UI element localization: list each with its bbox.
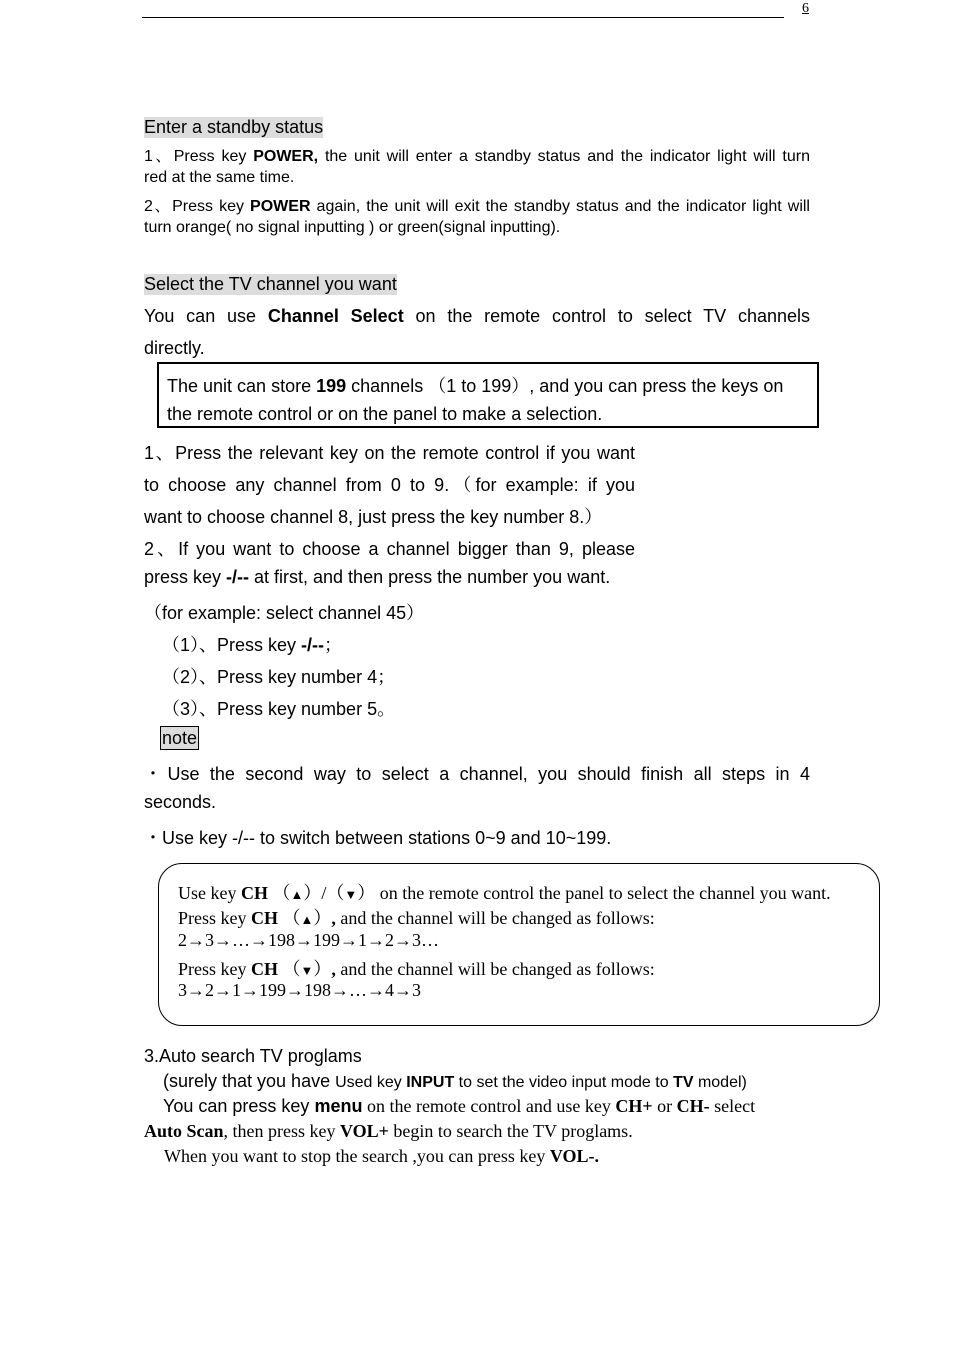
- channel-heading: Select the TV channel you want: [144, 274, 397, 294]
- channel-intro-line2: directly.: [144, 338, 205, 358]
- channel-intro: You can use Channel Select on the remote control to select TV channels: [144, 306, 811, 326]
- ch-sequence-up: 2→3→…→198→199→1→2→3…: [178, 930, 439, 950]
- note-1-line2: seconds.: [144, 792, 217, 812]
- standby-item-1: 1、Press key POWER, the unit will enter a standby status and the indicator light will turn: [144, 148, 810, 165]
- standby-item-2: 2、Press key POWER again, the unit will exit the standby status and the indicator light will: [144, 198, 810, 215]
- ch-sequence-down: 3→2→1→199→198→…→4→3: [178, 980, 421, 1000]
- note-2: ・Use key -/-- to switch between stations 0~9 and 10~199.: [144, 828, 612, 848]
- step1-line3: want to choose channel 8, just press the key number 8.）: [144, 507, 603, 527]
- capacity-line2: the remote control or on the panel to make a selection.: [167, 404, 603, 424]
- substep-3: （3）、Press key number 5。: [162, 699, 396, 719]
- step2-line2: press key -/-- at first, and then press the number you want.: [144, 567, 611, 587]
- substep-2: （2）、Press key number 4；: [162, 667, 396, 687]
- up-arrow-icon: ▲: [300, 912, 314, 927]
- step2-example: （for example: select channel 45）: [144, 603, 425, 623]
- down-arrow-icon: ▼: [300, 963, 314, 978]
- ch-line1: Use key CH （▲）/（▼） on the remote control the panel to select the channel you want.: [178, 883, 831, 903]
- auto-line1: (surely that you have Used key INPUT to set the video input mode to TV model): [163, 1071, 747, 1091]
- standby-heading: Enter a standby status: [144, 117, 324, 137]
- up-arrow-icon: ▲: [290, 887, 304, 902]
- down-arrow-icon: ▼: [344, 887, 358, 902]
- standby-item-2-line2: turn orange( no signal inputting ) or green(signal inputting).: [144, 219, 561, 236]
- substep-1: （1）、Press key -/--；: [162, 635, 343, 655]
- auto-line2: You can press key menu on the remote control and use key CH+ or CH- select: [163, 1096, 756, 1116]
- page-number: 6: [802, 1, 809, 16]
- ch-line4: Press key CH （▼）, and the channel will be changed as follows:: [178, 959, 655, 979]
- standby-item-1-line2: red at the same time.: [144, 169, 295, 186]
- note-label: note: [162, 728, 198, 748]
- step1-line1: 1、Press the relevant key on the remote control if you want: [144, 443, 635, 463]
- auto-line3: Auto Scan, then press key VOL+ begin to search the TV proglams.: [144, 1121, 633, 1141]
- step2-line1: 2、If you want to choose a channel bigger than 9, please: [144, 539, 635, 559]
- auto-heading: 3.Auto search TV proglams: [144, 1046, 362, 1066]
- step1-line2: to choose any channel from 0 to 9.（for example: if you: [144, 475, 635, 495]
- auto-line4: When you want to stop the search ,you can press key VOL-.: [164, 1146, 600, 1166]
- capacity-line1: The unit can store 199 channels （1 to 199）, and you can press the keys on: [167, 376, 784, 396]
- header-rule: [142, 17, 784, 18]
- note-1: ・Use the second way to select a channel, you should finish all steps in 4: [144, 764, 810, 784]
- ch-line2: Press key CH （▲）, and the channel will be changed as follows:: [178, 908, 655, 928]
